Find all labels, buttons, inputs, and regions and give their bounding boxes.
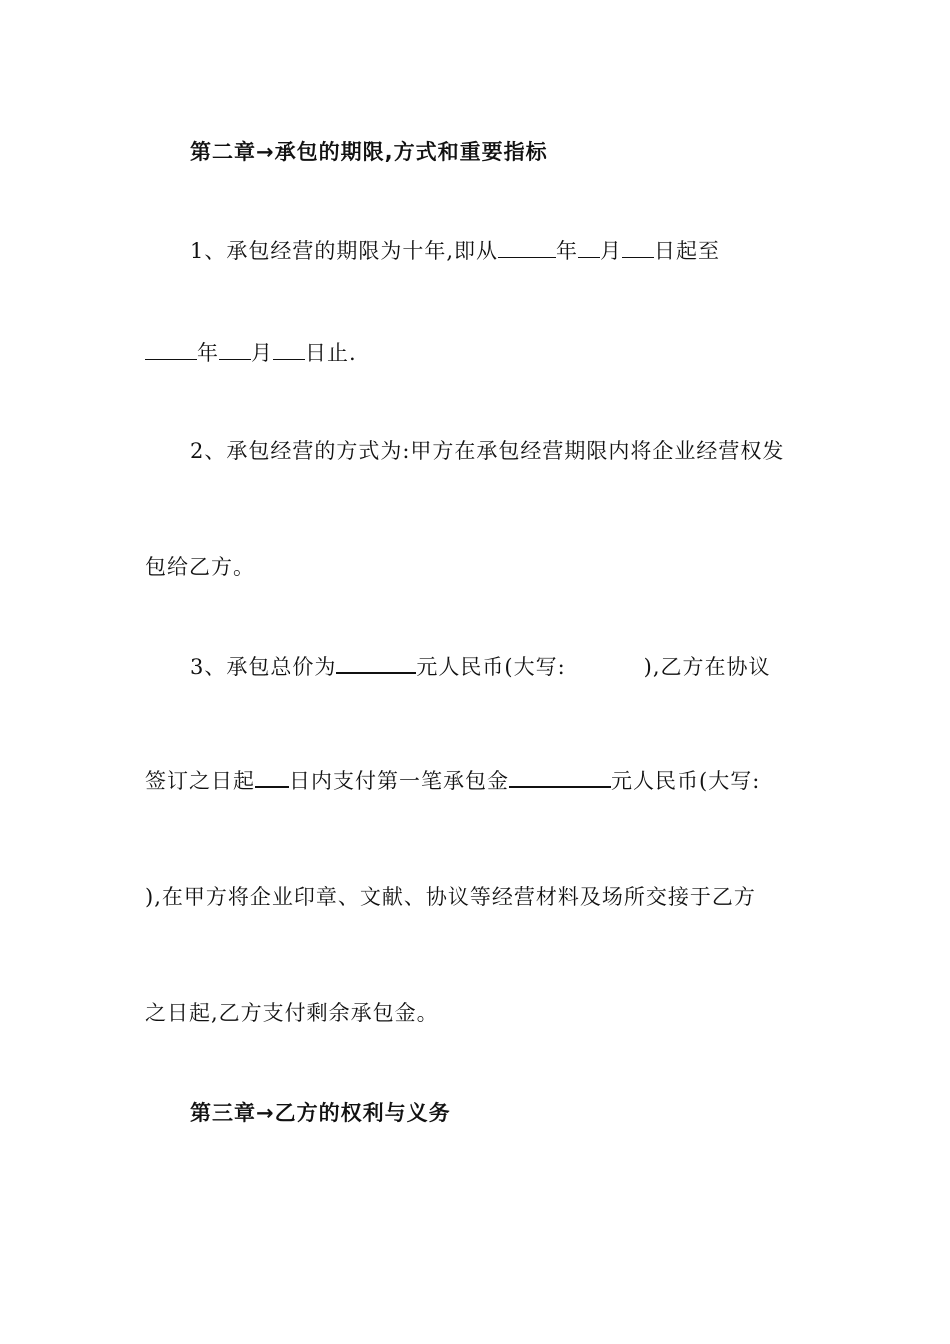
first-payment-text: 日内支付第一笔承包金 bbox=[289, 769, 509, 793]
chapter-3-heading bbox=[190, 1098, 451, 1128]
rmb-uppercase-label-2: 元人民币(大写: bbox=[611, 769, 761, 793]
handover-text: ),在甲方将企业印章、文献、协议等经营材料及场所交接于乙方 bbox=[145, 885, 756, 909]
clause-3-line-1 bbox=[190, 652, 771, 682]
blank-end-month bbox=[219, 339, 251, 360]
year-label: 年 bbox=[556, 239, 579, 263]
chapter-2-title: 第二章→承包的期限,方式和重要指标 bbox=[190, 140, 548, 164]
clause-3-text: 3、承包总价为 bbox=[190, 655, 337, 679]
blank-total-price bbox=[336, 652, 416, 674]
blank-days bbox=[255, 766, 289, 788]
month-label-2: 月 bbox=[251, 341, 273, 365]
sign-date-text: 签订之日起 bbox=[145, 769, 255, 793]
clause-3-line-3 bbox=[145, 882, 756, 912]
blank-start-year bbox=[498, 237, 556, 258]
clause-1-line-2 bbox=[145, 338, 357, 368]
remaining-payment-text: 之日起,乙方支付剩余承包金。 bbox=[145, 1001, 439, 1025]
month-label: 月 bbox=[600, 239, 623, 263]
blank-first-payment bbox=[509, 766, 611, 788]
clause-2-line-1 bbox=[190, 436, 784, 466]
clause-2-text: 2、承包经营的方式为:甲方在承包经营期限内将企业经营权发 bbox=[190, 439, 785, 463]
clause-2-text-cont: 包给乙方。 bbox=[145, 555, 255, 579]
clause-3-line-4 bbox=[145, 998, 439, 1028]
blank-start-day bbox=[622, 237, 654, 258]
clause-3-text-tail: ),乙方在协议 bbox=[643, 655, 771, 679]
chapter-2-heading bbox=[190, 137, 548, 167]
year-label-2: 年 bbox=[197, 341, 219, 365]
clause-3-line-2 bbox=[145, 766, 760, 796]
day-from-label: 日起至 bbox=[654, 239, 721, 263]
blank-start-month bbox=[578, 237, 600, 258]
clause-1-line-1 bbox=[190, 236, 720, 266]
rmb-uppercase-label: 元人民币(大写: bbox=[416, 655, 566, 679]
blank-end-year bbox=[145, 339, 197, 360]
chapter-3-title: 第三章→乙方的权利与义务 bbox=[190, 1101, 451, 1125]
clause-1-text: 1、承包经营的期限为十年,即从 bbox=[190, 239, 499, 263]
day-to-label: 日止. bbox=[305, 341, 357, 365]
clause-2-line-2 bbox=[145, 552, 255, 582]
blank-end-day bbox=[273, 339, 305, 360]
